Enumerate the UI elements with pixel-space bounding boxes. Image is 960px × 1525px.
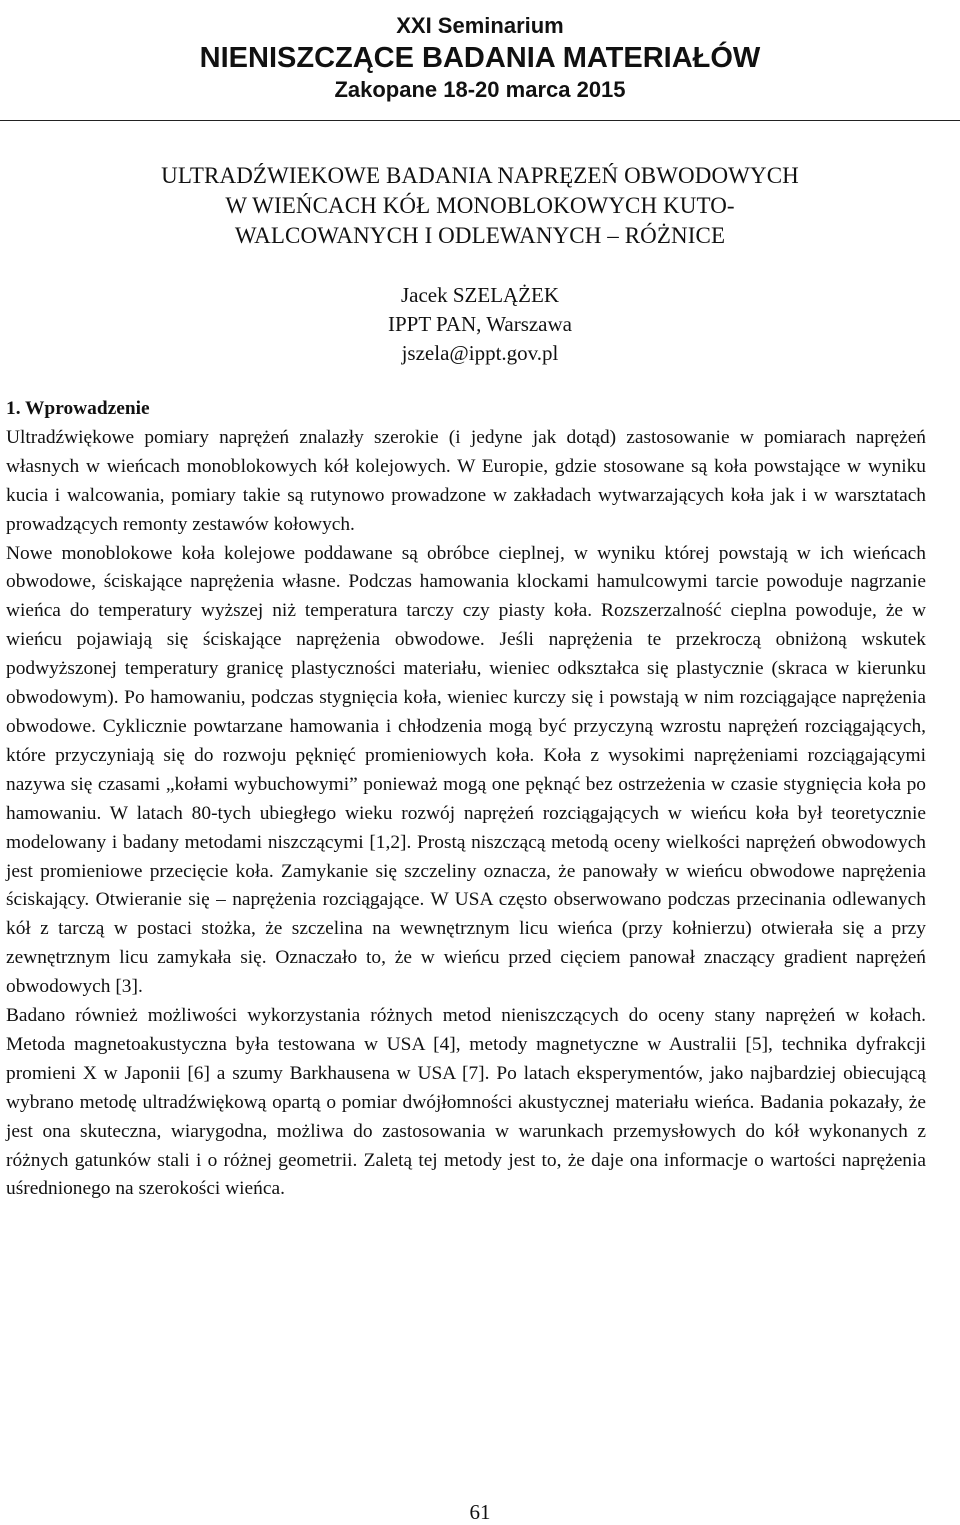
- author-name: Jacek SZELĄŻEK: [400, 283, 560, 307]
- seminar-series: XXI Seminarium: [396, 13, 564, 38]
- paragraph: Nowe monoblokowe koła kolejowe poddawane są obróbce cieplnej, w wyniku której powstają w ich wieńcach obwodowe, ściskające naprężenia własne. Podczas hamowania klockami hamulcowymi tarcie powoduje nagrzanie wieńca do temperatury wyższej niż temperatura tarczy czy piasty koła. Rozszerzalność cieplna powoduje, że w wieńcu pojawiają się ściskające naprężenia obwodowe. Jeśli naprężenia te przekroczą obniżoną wskutek podwyższonej temperatury granicę plastyczności materiału, wieniec odkształca się plastycznie (skraca w kierunku obwodowym). Po hamowaniu, podczas stygnięcia koła, wieniec kurczy się i powstają w nim rozciągające naprężenia obwodowe. Cyklicznie powtarzane hamowania i chłodzenia mogą być przyczyną wzrostu naprężeń rozciągających, które przyczyniają się do rozwoju pęknięć promieniowych koła. Koła z wysokimi naprężeniami rozciągającymi nazywa się czasami „kołami wybuchowymi” ponieważ mogą one pęknąć bez ostrzeżenia w czasie stygnięcia koła po hamowaniu. W latach 80-tych ubiegłego wieku rozwój naprężeń rozciągających w wieńcu koła był teoretycznie modelowany i badany metodami niszczącymi [1,2]. Prostą niszczącą metodą oceny wielkości naprężeń obwodowych jest promieniowe przecięcie koła. Zamykanie się szczeliny oznacza, że panowały w wieńcu obwodowe naprężenia ściskający. Otwieranie się – naprężenia rozciągające. W USA często obserwowano podczas przecinania odlewanych kół z tarczą w postaci stożka, że szczelina na wewnętrznym licu wieńca (przy kołnierzu) otwierała się a przy zewnętrznym licu zamykała się. Oznaczało to, że w wieńcu przed cięciem panował znaczący gradient naprężeń obwodowych [3].: [6, 542, 926, 998]
- paragraph: Ultradźwiękowe pomiary naprężeń znalazły szerokie (i jedyne jak dotąd) zastosowanie w pomiarach naprężeń własnych w wieńcach monoblokowych kół kolejowych. W Europie, gdzie stosowane są koła powstające w wyniku kucia i walcowania, pomiary takie są rutynowo prowadzone w zakładach wytwarzających koła jak i w warsztatach prowadzących remonty zestawów kołowych.: [6, 426, 926, 535]
- page-number: 61: [469, 1500, 491, 1524]
- paper-title-line: ULTRADŹWIEKOWE BADANIA NAPRĘZEŃ OBWODOWYCH: [161, 163, 799, 188]
- seminar-name: NIENISZCZĄCE BADANIA MATERIAŁÓW: [199, 42, 761, 74]
- paper-title: [0, 161, 960, 251]
- seminar-place-date: Zakopane 18-20 marca 2015: [334, 77, 626, 102]
- paragraph: Badano również możliwości wykorzystania różnych metod nieniszczących do oceny stany naprężeń w kołach. Metoda magnetoakustyczna była testowana w USA [4], metody magnetyczne w Australii [5], technika dyfrakcji promieni X w Japonii [6] a szumy Barkhausena w USA [7]. Po latach eksperymentów, jako najbardziej obiecującą wybrano metodę ultradźwiękową opartą o pomiar dwójłomności akustycznej materiału wieńca. Badania pokazały, że jest ona skuteczna, wiarygodna, możliwa do zastosowania w warunkach przemysłowych do kół wykonanych z różnych gatunków stali i o różnej geometrii. Zaletą tej metody jest to, że daje ona informacje o wartości naprężenia uśrednionego na szerokości wieńca.: [6, 1005, 926, 1200]
- section-body: [6, 395, 926, 1204]
- section-heading: 1. Wprowadzenie: [6, 398, 150, 419]
- paper-title-line: W WIEŃCACH KÓŁ MONOBLOKOWYCH KUTO-: [225, 193, 735, 218]
- header-divider: [0, 120, 960, 121]
- paper-title-line: WALCOWANYCH I ODLEWANYCH – RÓŻNICE: [234, 223, 726, 248]
- author-email: jszela@ippt.gov.pl: [401, 341, 559, 365]
- author-affiliation: IPPT PAN, Warszawa: [387, 312, 572, 336]
- author-block: [0, 281, 960, 368]
